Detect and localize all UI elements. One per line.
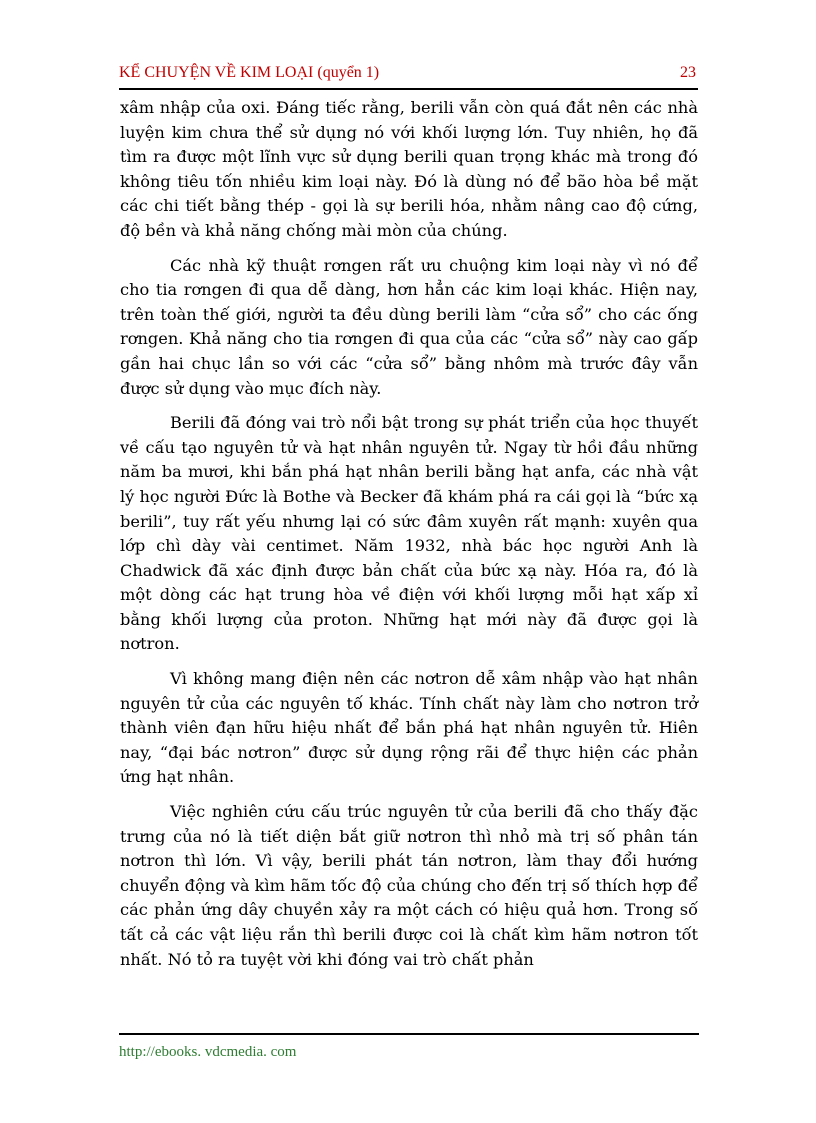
paragraph-3: Berili đã đóng vai trò nổi bật trong sự phát triển của học thuyết về cấu tạo nguyên tử và hạt nhân nguyên tử. Ngay từ hồi đầu những năm ba mươi, khi bắn phá hạt nhân berili bằng hạt anfa, các nhà vật lý học người Đức là Bothe và Becker đã khám phá ra cái gọi là “bức xạ berili”, tuy rất yếu nhưng lại có sức đâm xuyên rất mạnh: xuyên qua lớp chì dày vài centimet. Năm 1932, nhà bác học người Anh là Chadwick đã xác định được bản chất của bức xạ này. Hóa ra, đó là một dòng các hạt trung hòa về điện với khối lượng mỗi hạt xấp xỉ bằng khối lượng của proton. Những hạt mới này đã được gọi là nơtron. — [120, 413, 699, 654]
body-text — [120, 96, 698, 982]
paragraph-4: Vì không mang điện nên các nơtron dễ xâm nhập vào hạt nhân nguyên tử của các nguyên tố khác. Tính chất này làm cho nơtron trở thành viên đạn hữu hiệu nhất để bắn phá hạt nhân nguyên tử. Hiên nay, “đại bác nơtron” được sử dụng rộng rãi để thực hiện các phản ứng hạt nhân. — [120, 669, 698, 787]
book-title-main: KỂ CHUYỆN VỀ KIM LOẠI — [119, 64, 314, 81]
footer-divider — [119, 1033, 699, 1035]
footer-url[interactable]: http://ebooks. vdcmedia. com — [119, 1044, 297, 1060]
paragraph-5: Việc nghiên cứu cấu trúc nguyên tử của berili đã cho thấy đặc trưng của nó là tiết diện bắt giữ nơtron thì nhỏ mà trị số phân tán nơtron thì lớn. Vì vậy, berili phát tán nơtron, làm thay đổi hướng chuyển động và kìm hãm tốc độ của chúng cho đến trị số thích hợp để các phản ứng dây chuyền xảy ra một cách có hiệu quả hơn. Trong số tất cả các vật liệu rắn thì berili được coi là chất kìm hãm nơtron tốt nhất. Nó tỏ ra tuyệt vời khi đóng vai trò chất phản — [120, 802, 698, 969]
page-header — [119, 62, 698, 90]
paragraph-1: xâm nhập của oxi. Đáng tiếc rằng, berili vẫn còn quá đắt nên các nhà luyện kim chưa thể sử dụng nó với khối lượng lớn. Tuy nhiên, họ đã tìm ra được một lĩnh vực sử dụng berili quan trọng khác mà trong đó không tiêu tốn nhiều kim loại này. Đó là dùng nó để bão hòa bề mặt các chi tiết bằng thép - gọi là sự berili hóa, nhằm nâng cao độ cứng, độ bền và khả năng chống mài mòn của chúng. — [120, 98, 698, 240]
book-volume: (quyển 1) — [317, 64, 380, 81]
page-number: 23 — [680, 64, 696, 81]
paragraph-2: Các nhà kỹ thuật rơngen rất ưu chuộng kim loại này vì nó để cho tia rơngen đi qua dễ dàng, hơn hẳn các kim loại khác. Hiện nay, trên toàn thế giới, người ta đều dùng berili làm “cửa sổ” cho các ống rơngen. Khả năng cho tia rơngen đi qua của các “cửa sổ” này cao gấp gần hai chục lần so với các “cửa sổ” bằng nhôm mà trước đây vẫn được sử dụng vào mục đích này. — [120, 255, 698, 398]
book-title — [119, 64, 379, 82]
